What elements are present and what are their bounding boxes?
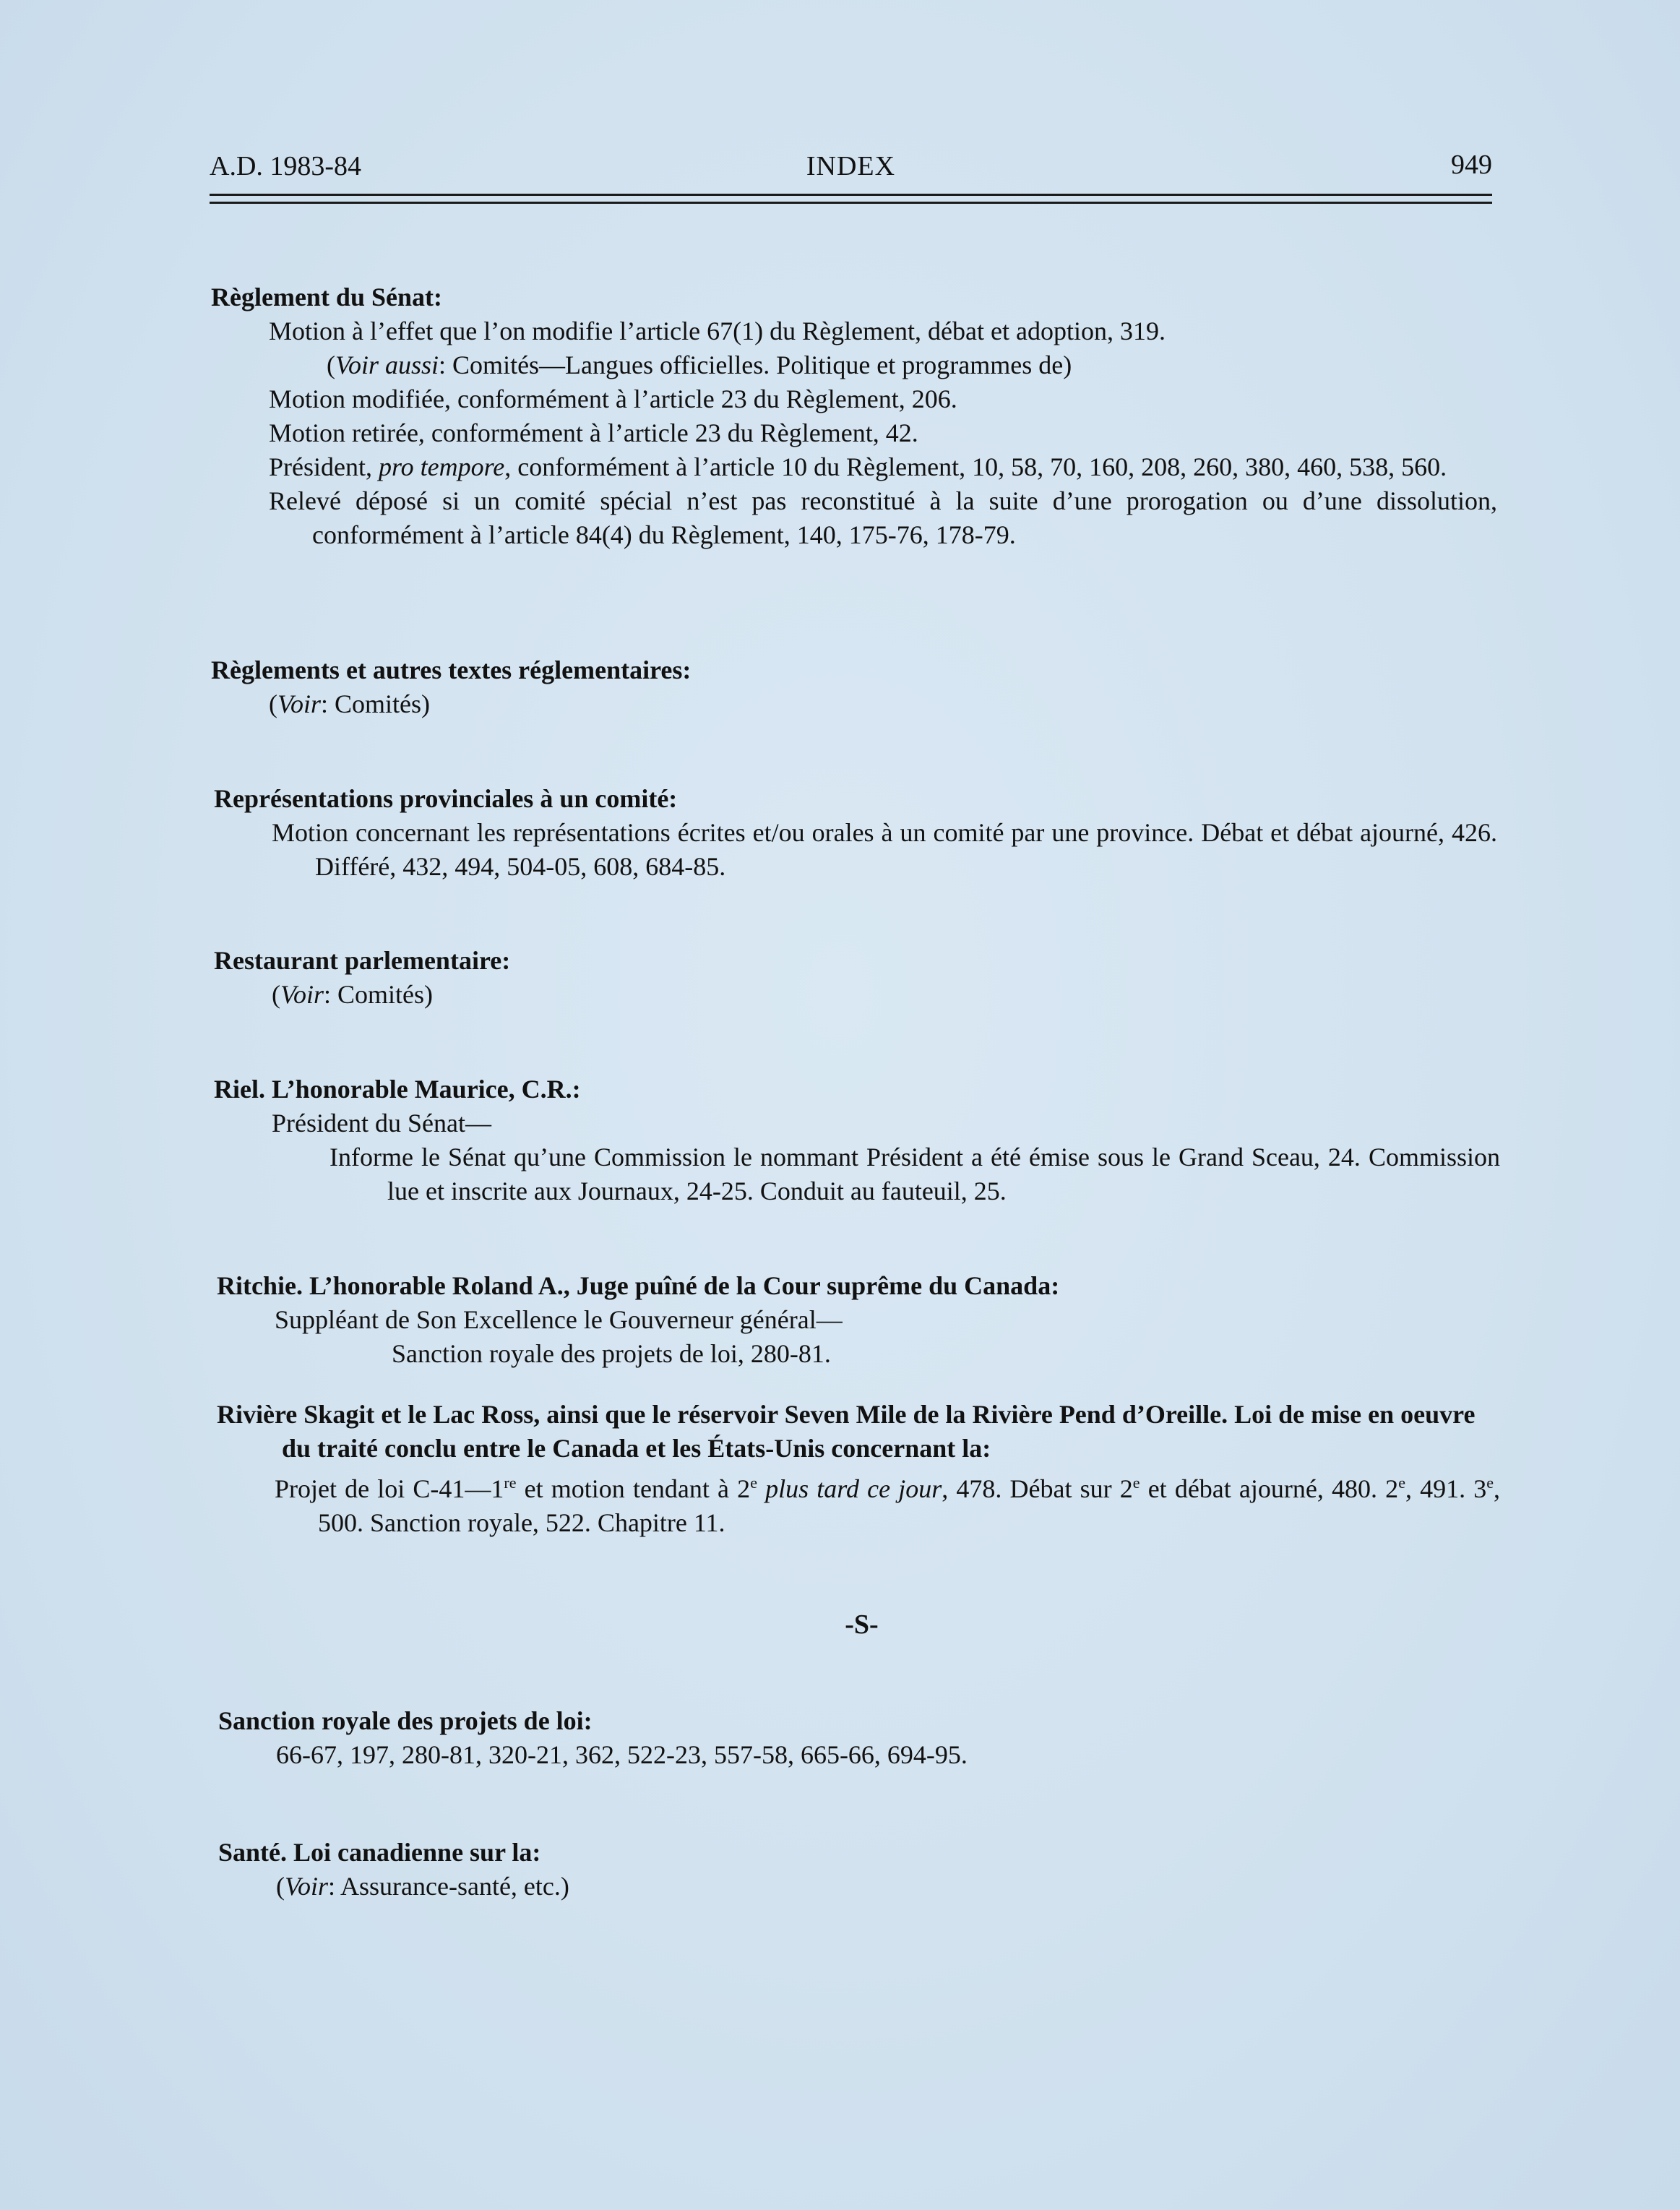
entry-heading: Santé. Loi canadienne sur la: [218, 1838, 541, 1867]
subentry: Motion modifiée, conformément à l’article 23 du Règlement, 206. [269, 384, 957, 413]
subentry-text: , conformément à l’article 10 du Règlement, 10, 58, 70, 160, 208, 260, 380, 460, 538, 560. [504, 452, 1447, 481]
index-entry-representations [214, 782, 1497, 884]
subentry-detail: Sanction royale des projets de loi, 280-81. [392, 1339, 831, 1368]
cross-reference: (Voir: Comités) [269, 689, 431, 718]
header-rule-bottom [210, 202, 1492, 204]
subentry-text: , 478. Débat sur 2 [942, 1474, 1133, 1503]
subentry [217, 1466, 1500, 1540]
subentry: 66-67, 197, 280-81, 320-21, 362, 522-23, 557-58, 665-66, 694-95. [276, 1740, 968, 1769]
cross-reference-text: : Comités—Langues officielles. Politique et programmes de) [439, 351, 1072, 379]
subentry-detail: Informe le Sénat qu’une Commission le nommant Président a été émise sous le Grand Sceau, 24. Commission lue et inscrite aux Journaux, 24-25. Conduit au fauteuil, 25. [329, 1143, 1500, 1205]
subentry: Motion retirée, conformément à l’article 23 du Règlement, 42. [269, 418, 918, 447]
index-entry-sante [218, 1836, 1502, 1904]
entry-heading: Règlement du Sénat: [211, 283, 442, 311]
subentry [211, 450, 1497, 484]
entry-heading: Rivière Skagit et le Lac Ross, ainsi que le réservoir Seven Mile de la Rivière Pend d’Oreille. Loi de mise en oeuvre du traité conclu entre le Canada et les États-Unis concernant la: [217, 1400, 1476, 1463]
header-year: A.D. 1983-84 [210, 151, 362, 181]
header-title: INDEX [806, 151, 896, 181]
index-entry-ritchie [217, 1269, 1500, 1371]
superscript: re [504, 1474, 517, 1492]
cross-reference: (Voir: Assurance-santé, etc.) [276, 1872, 569, 1901]
index-entry-restaurant [214, 944, 1497, 1012]
see-also-label: Voir aussi [335, 351, 439, 379]
superscript: e [1398, 1474, 1405, 1492]
page-number: 949 [1451, 150, 1492, 180]
entry-heading: Restaurant parlementaire: [214, 946, 511, 975]
entry-heading: Ritchie. L’honorable Roland A., Juge puîné de la Cour suprême du Canada: [217, 1271, 1060, 1300]
entry-heading: Riel. L’honorable Maurice, C.R.: [214, 1075, 581, 1104]
index-entry-reglements-textes [211, 653, 1497, 721]
cross-reference-text: : Comités) [321, 689, 431, 718]
subentry-text: Président, [269, 452, 379, 481]
index-entry-reglement-senat [211, 280, 1497, 552]
section-letter: -S- [845, 1609, 879, 1640]
subentry: Motion à l’effet que l’on modifie l’article 67(1) du Règlement, débat et adoption, 319. [269, 317, 1166, 345]
see-label: Voir [280, 980, 324, 1009]
index-entry-riel [214, 1072, 1500, 1208]
see-label: Voir [277, 689, 322, 718]
subentry: Suppléant de Son Excellence le Gouverneur général— [275, 1305, 843, 1334]
subentry-text: Projet de loi C-41—1 [275, 1474, 504, 1503]
index-entry-sanction-royale [218, 1704, 1502, 1772]
entry-heading: Sanction royale des projets de loi: [218, 1706, 593, 1735]
superscript: e [1486, 1474, 1494, 1492]
subentry-italic: plus tard ce jour [765, 1474, 942, 1503]
cross-reference-text: : Comités) [324, 980, 434, 1009]
subentry-text: , 491. 3 [1405, 1474, 1487, 1503]
cross-reference-text: : Assurance-santé, etc.) [328, 1872, 569, 1901]
subentry: Président du Sénat— [272, 1109, 491, 1138]
subentry: Motion concernant les représentations écrites et/ou orales à un comité par une province. Débat et débat ajourné, 426. Différé, 432, 494, 504-05, 608, 684-85. [272, 818, 1497, 881]
see-label: Voir [285, 1872, 329, 1901]
superscript: e [1132, 1474, 1140, 1492]
subentry-text: , 500. Sanction royale, 522. Chapitre 11. [318, 1474, 1501, 1537]
entry-heading: Règlements et autres textes réglementaires: [211, 655, 692, 684]
subentry-text: et motion tendant à 2 [516, 1474, 751, 1503]
cross-reference: (Voir aussi: Comités—Langues officielles. Politique et programmes de) [327, 351, 1072, 379]
entry-heading: Représentations provinciales à un comité: [214, 784, 678, 813]
subentry-italic: pro tempore [378, 452, 505, 481]
subentry: Relevé déposé si un comité spécial n’est pas reconstitué à la suite d’une prorogation ou d’une dissolution, conformément à l’article 84(4) du Règlement, 140, 175-76, 178-79. [269, 486, 1497, 549]
subentry-text: et débat ajourné, 480. 2 [1140, 1474, 1399, 1503]
running-header [210, 143, 1492, 186]
header-rule-top [210, 194, 1492, 196]
superscript: e [750, 1474, 757, 1492]
index-entry-riviere-skagit [217, 1398, 1500, 1540]
cross-reference: (Voir: Comités) [272, 980, 434, 1009]
